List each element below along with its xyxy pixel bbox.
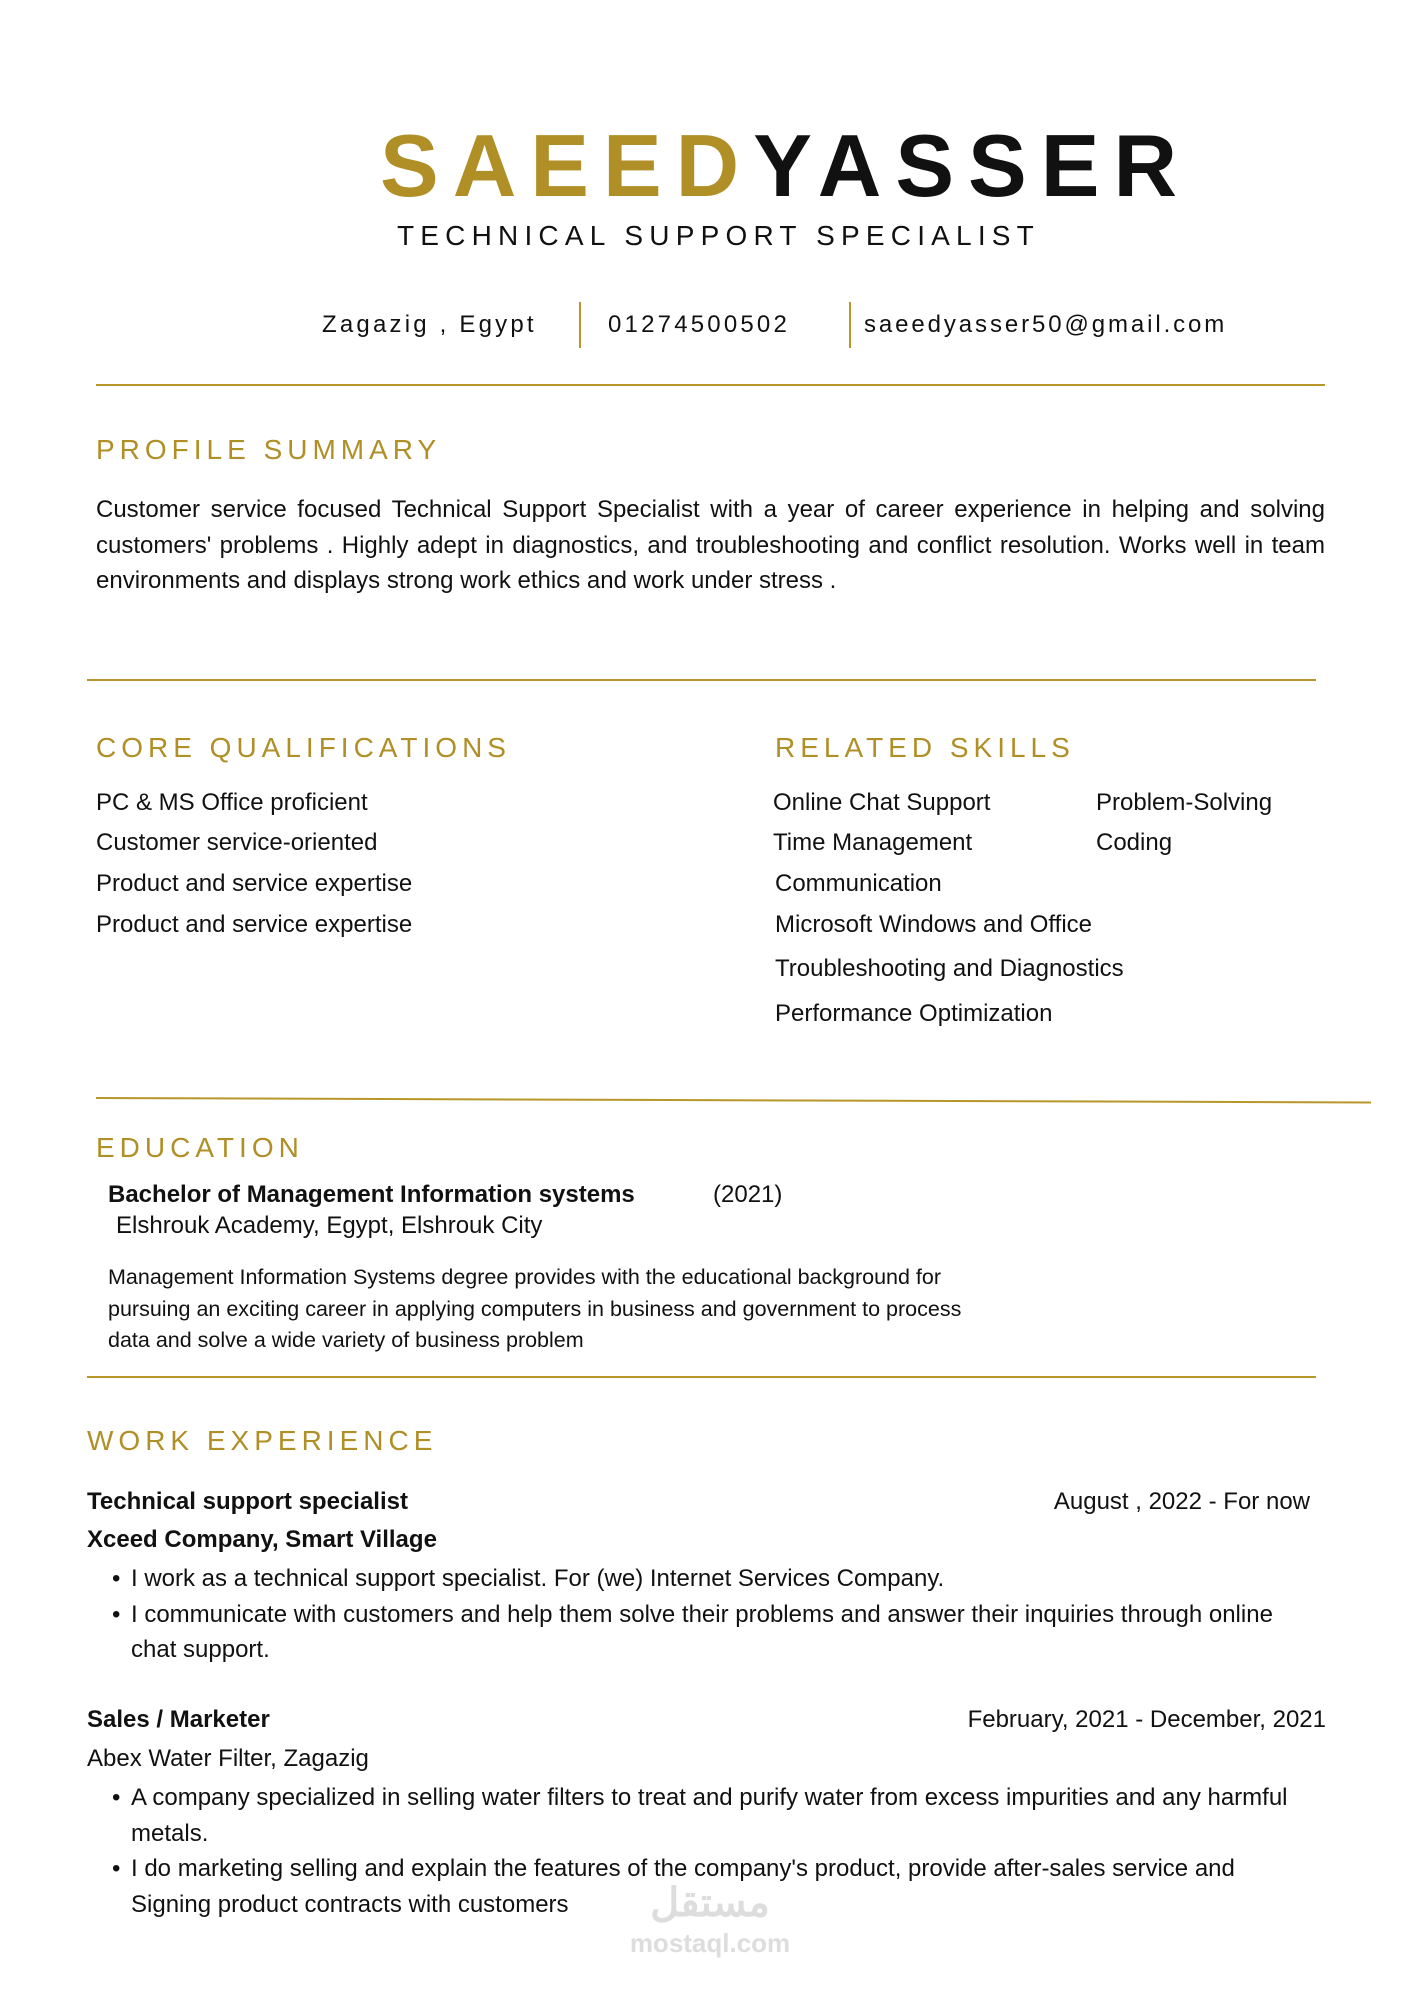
job-title: Technical support specialist [87, 1488, 408, 1515]
divider [849, 302, 851, 348]
skill-item: Problem-Solving [1096, 789, 1273, 816]
last-name: YASSER [753, 116, 1191, 215]
school: Elshrouk Academy, Egypt, Elshrouk City [116, 1212, 543, 1239]
bullet-item: • A company specialized in selling water filters to treat and purify water from excess impurities and any harmful metals. [112, 1780, 1292, 1851]
core-heading: CORE QUALIFICATIONS [96, 732, 511, 763]
core-item: Customer service-oriented [96, 829, 378, 856]
degree-year: (2021) [713, 1181, 783, 1208]
watermark-latin: mostaql.com [629, 1928, 791, 1958]
core-item: PC & MS Office proficient [96, 789, 368, 816]
divider [87, 679, 1316, 681]
divider [579, 302, 581, 348]
job-dates: August , 2022 - For now [1053, 1488, 1310, 1515]
email[interactable]: saeedyasser50@gmail.com [864, 311, 1228, 338]
job-dates: February, 2021 - December, 2021 [967, 1706, 1326, 1733]
divider [96, 1097, 1371, 1103]
education-heading: EDUCATION [96, 1132, 304, 1163]
core-item: Product and service expertise [96, 870, 413, 897]
education-description: Management Information Systems degree provides with the educational background for pursuing an exciting career in applying computers in business and government to process data and solve a wide variety of business problem [108, 1265, 962, 1352]
skill-item: Coding [1096, 829, 1173, 856]
profile-heading: PROFILE SUMMARY [96, 434, 442, 465]
degree: Bachelor of Management Information systems [108, 1181, 635, 1208]
skill-item: Online Chat Support [773, 789, 991, 816]
job-company: Xceed Company, Smart Village [87, 1526, 437, 1553]
work-heading: WORK EXPERIENCE [87, 1425, 438, 1456]
job-company: Abex Water Filter, Zagazig [87, 1745, 369, 1772]
phone: 01274500502 [608, 311, 791, 338]
job-title: TECHNICAL SUPPORT SPECIALIST [397, 220, 1040, 251]
job-bullets [112, 1561, 1292, 1668]
bullet-item: • I do marketing selling and explain the features of the company's product, provide after-sales service and Signing product contracts with customers [112, 1851, 1292, 1922]
skill-item: Performance Optimization [775, 1000, 1053, 1027]
skill-item: Communication [775, 870, 942, 897]
location: Zagazig , Egypt [322, 311, 537, 338]
full-name [380, 116, 1191, 215]
bullet-item: • I work as a technical support specialist. For (we) Internet Services Company. [112, 1561, 1292, 1597]
skill-item: Microsoft Windows and Office [775, 911, 1093, 938]
profile-text: Customer service focused Technical Support Specialist with a year of career experience in helping and solving customers' problems . Highly adept in diagnostics, and troubleshooting and conflict resolution. Works well in team environments and displays strong work ethics and work under stress . [96, 496, 1325, 595]
divider [96, 384, 1325, 386]
job-title: Sales / Marketer [87, 1706, 270, 1733]
skill-item: Time Management [773, 829, 973, 856]
divider [87, 1376, 1316, 1378]
watermark-arabic: مستقل [650, 1881, 770, 1925]
core-item: Product and service expertise [96, 911, 413, 938]
skill-item: Troubleshooting and Diagnostics [775, 955, 1124, 982]
skills-heading: RELATED SKILLS [775, 732, 1075, 763]
first-name: SAEED [380, 116, 754, 215]
bullet-item: • I communicate with customers and help them solve their problems and answer their inquiries through online chat support. [112, 1597, 1292, 1668]
